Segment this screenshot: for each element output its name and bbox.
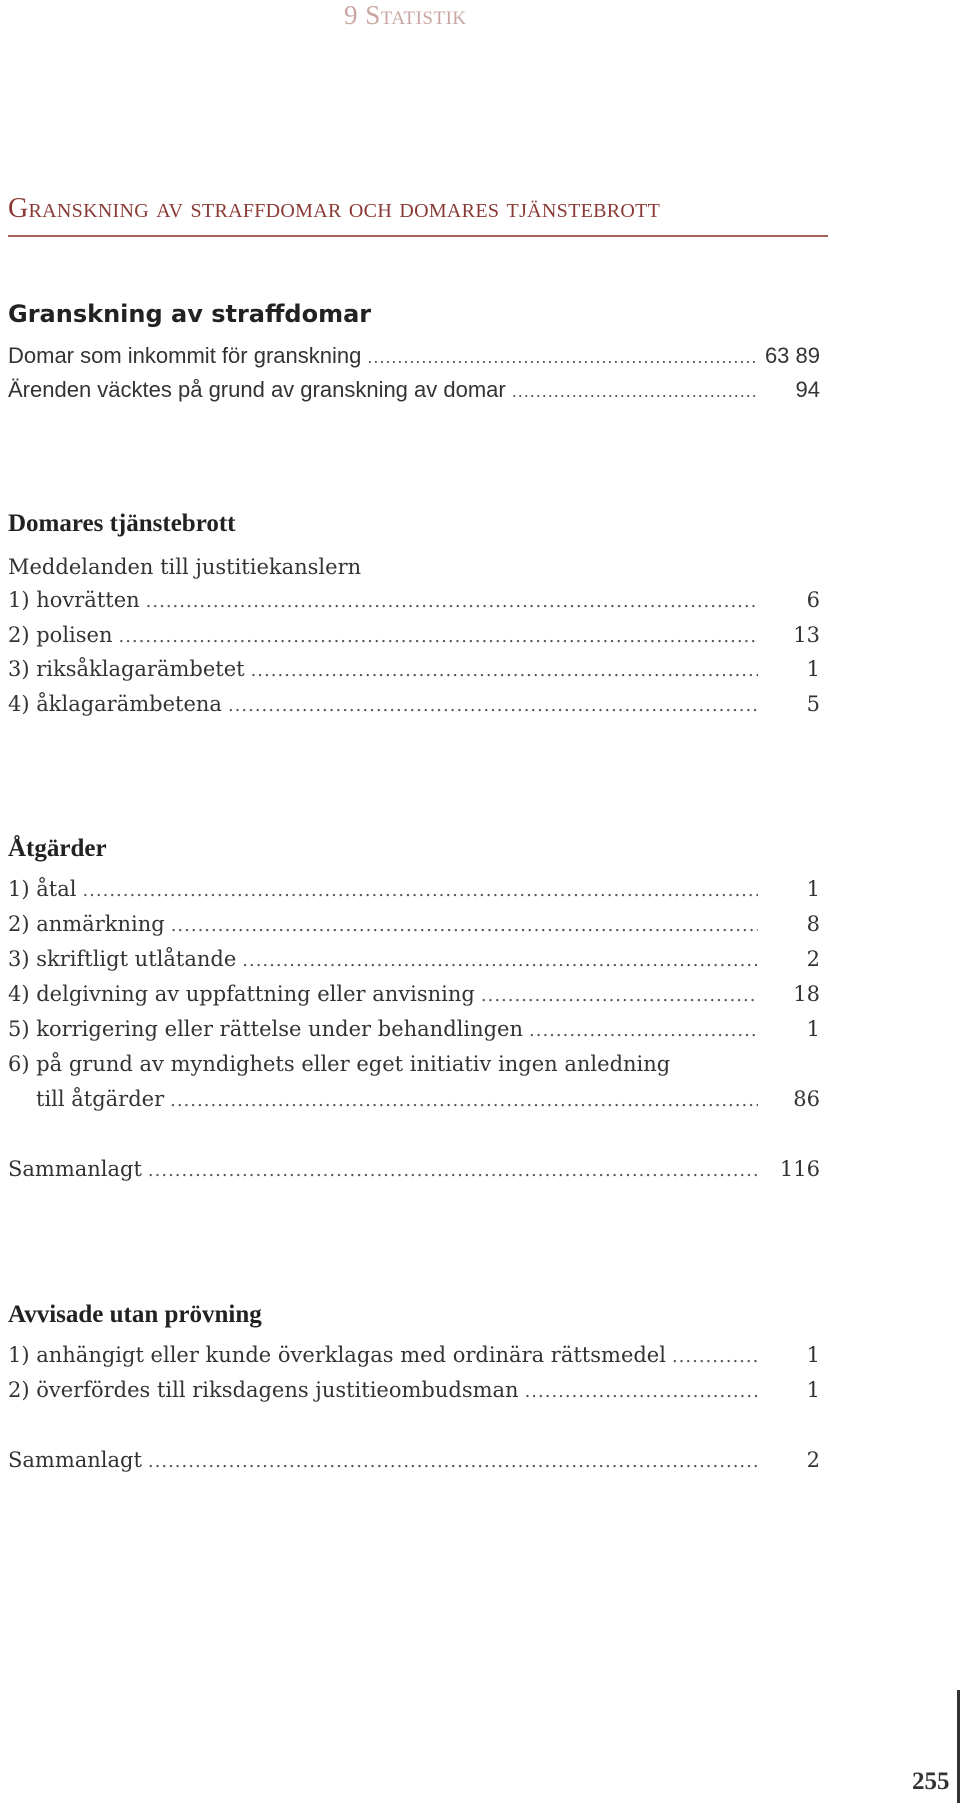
dot-leader (512, 381, 758, 402)
stat-value: 1 (806, 1017, 820, 1041)
dot-leader (672, 1346, 758, 1367)
subheading-meddelanden: Meddelanden till justitiekanslern (8, 555, 362, 579)
stat-label: 2) överfördes till riksdagens justitieombudsman (8, 1378, 519, 1402)
stat-label: 3) skriftligt utlåtande (8, 947, 237, 971)
stat-value: 13 (793, 623, 820, 647)
section-rule (8, 235, 828, 237)
dot-leader (367, 347, 758, 368)
total-row (8, 1157, 820, 1185)
heading-tjanstebrott: Domares tjänstebrott (8, 510, 236, 537)
heading-atgarder: Åtgärder (8, 835, 107, 862)
stat-label: 1) anhängigt eller kunde överklagas med ordinära rättsmedel (8, 1343, 666, 1367)
stat-label: Ärenden väcktes på grund av granskning av domar (8, 377, 506, 402)
stat-value: 5 (806, 692, 820, 716)
stat-label: till åtgärder (36, 1087, 165, 1111)
stat-label: 3) riksåklagarämbetet (8, 657, 245, 681)
heading-avvisade: Avvisade utan prövning (8, 1301, 262, 1328)
stat-label: 4) åklagarämbetena (8, 692, 222, 716)
page-number: 255 (912, 1768, 950, 1795)
stat-value: 18 (793, 982, 820, 1006)
stat-label: 2) anmärkning (8, 912, 165, 936)
dot-leader (251, 660, 758, 681)
stat-label: Domar som inkommit för granskning (8, 343, 362, 368)
section-title: Granskning av straffdomar och domares tjänstebrott (8, 193, 661, 224)
total-label: Sammanlagt (8, 1448, 142, 1472)
stat-label: 1) hovrätten (8, 588, 140, 612)
stat-row (8, 877, 820, 905)
stat-row (8, 623, 820, 651)
heading-granskning: Granskning av straffdomar (8, 300, 372, 328)
dot-leader (525, 1381, 758, 1402)
total-label: Sammanlagt (8, 1157, 142, 1181)
total-value: 2 (806, 1448, 820, 1472)
dot-leader (118, 626, 758, 647)
total-value: 116 (779, 1157, 820, 1181)
dot-leader (148, 1451, 758, 1472)
stat-label-multiline: 6) på grund av myndighets eller eget initiativ ingen anledning (8, 1052, 671, 1076)
stat-value: 94 (795, 377, 820, 402)
stat-label: 1) åtal (8, 877, 77, 901)
dot-leader (170, 1090, 758, 1111)
chapter-header: 9 Statistik (344, 0, 467, 30)
dot-leader (228, 695, 758, 716)
dot-leader (242, 950, 758, 971)
dot-leader (148, 1160, 758, 1181)
stat-row (36, 1087, 820, 1115)
stat-row (8, 377, 820, 405)
stat-value: 86 (793, 1087, 820, 1111)
stat-row (8, 657, 820, 685)
stat-label: 4) delgivning av uppfattning eller anvisning (8, 982, 475, 1006)
stat-value: 8 (806, 912, 820, 936)
stat-row (8, 1343, 820, 1371)
stat-row (8, 1017, 820, 1045)
dot-leader (146, 591, 758, 612)
stat-row (8, 947, 820, 975)
stat-value: 6 (806, 588, 820, 612)
stat-value: 63 89 (764, 343, 820, 368)
stat-label: 2) polisen (8, 623, 113, 647)
total-row (8, 1448, 820, 1476)
stat-value: 1 (806, 1378, 820, 1402)
dot-leader (82, 880, 758, 901)
stat-value: 2 (806, 947, 820, 971)
stat-row (8, 982, 820, 1010)
dot-leader (171, 915, 758, 936)
stat-row (8, 912, 820, 940)
stat-value: 1 (806, 657, 820, 681)
stat-value: 1 (806, 877, 820, 901)
stat-row (8, 588, 820, 616)
stat-row (8, 343, 820, 371)
stat-value: 1 (806, 1343, 820, 1367)
dot-leader (481, 985, 758, 1006)
stat-row (8, 692, 820, 720)
stat-row (8, 1378, 820, 1406)
dot-leader (529, 1020, 758, 1041)
stat-label: 5) korrigering eller rättelse under behandlingen (8, 1017, 523, 1041)
